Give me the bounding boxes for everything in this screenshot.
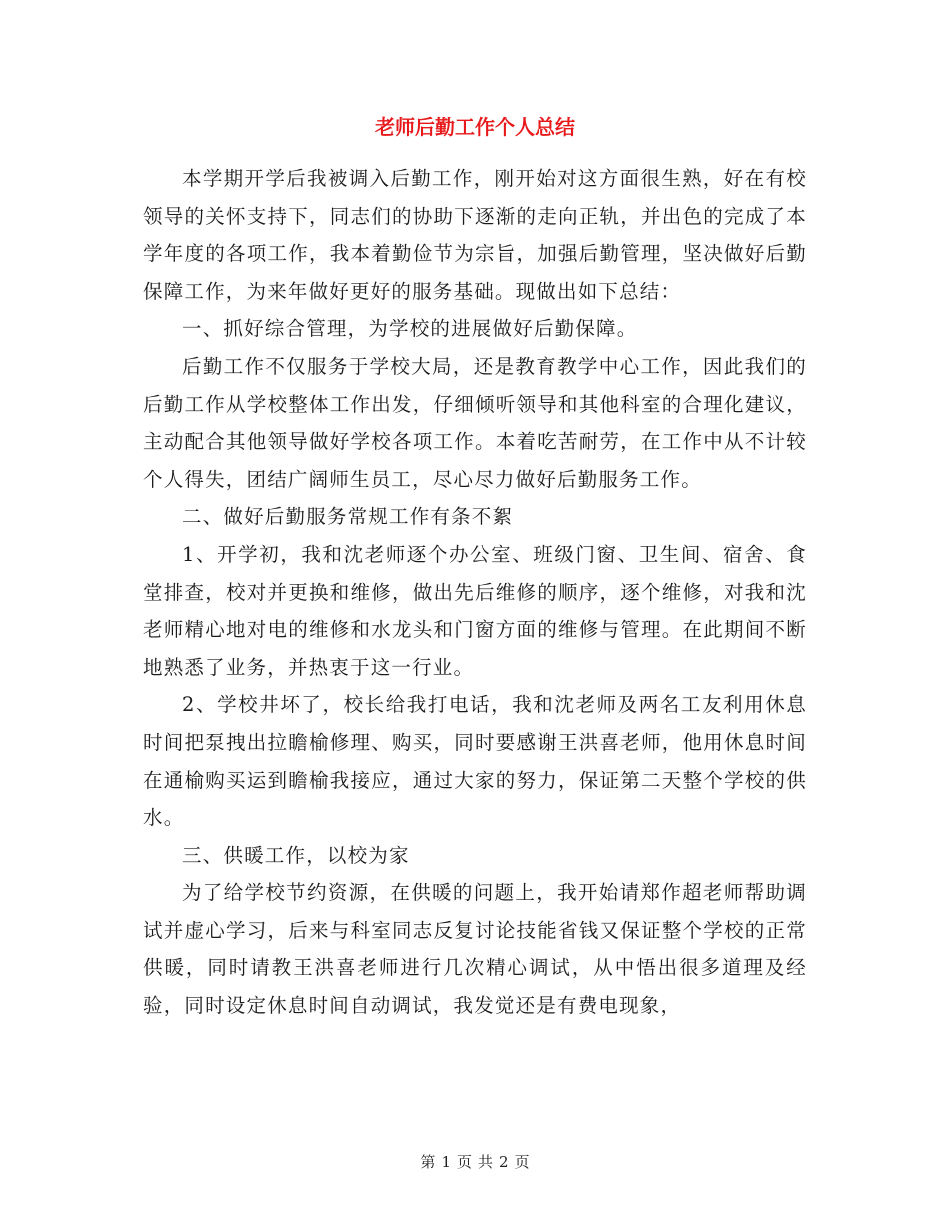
- section-heading-1: 一、抓好综合管理，为学校的进展做好后勤保障。: [182, 317, 638, 341]
- footer-total-unit: 页: [514, 1153, 530, 1171]
- section-heading-2: 二、做好后勤服务常规工作有条不絮: [182, 505, 514, 529]
- footer-page-label: 第: [420, 1153, 436, 1171]
- paragraph-intro: 本学期开学后我被调入后勤工作，刚开始对这方面很生熟，好在有校领导的关怀支持下，同志们的协助下逐渐的走向正轨，并出色的完成了本学年度的各项工作，我本着勤俭节为宗旨，加强后勤管理，坚决做好后勤保障工作，为来年做好更好的服务基础。现做出如下总结：: [143, 167, 807, 303]
- paragraph-item-2: 2、学校井坏了，校长给我打电话，我和沈老师及两名工友利用休息时间把泵拽出拉瞻榆修理、购买，同时要感谢王洪喜老师，他用休息时间在通榆购买运到瞻榆我接应，通过大家的努力，保证第二天整个学校的供水。: [143, 693, 807, 830]
- page-footer: [0, 1152, 950, 1172]
- footer-total-pages: 2: [499, 1153, 509, 1171]
- document-body: [143, 160, 807, 1025]
- paragraph-section-1: 后勤工作不仅服务于学校大局，还是教育教学中心工作，因此我们的后勤工作从学校整体工作出发，仔细倾听领导和其他科室的合理化建议，主动配合其他领导做好学校各项工作。本着吃苦耐劳，在工作中从不计较个人得失，团结广阔师生员工，尽心尽力做好后勤服务工作。: [143, 354, 807, 491]
- footer-total-label: 共: [478, 1153, 494, 1171]
- paragraph-section-3: 为了给学校节约资源，在供暖的问题上，我开始请郑作超老师帮助调试并虚心学习，后来与科室同志反复讨论技能省钱又保证整个学校的正常供暖，同时请教王洪喜老师进行几次精心调试，从中悟出很多道理及经验，同时设定休息时间自动调试，我发觉还是有费电现象，: [143, 881, 807, 1018]
- footer-page-number: 1: [441, 1153, 451, 1171]
- section-heading-3: 三、供暖工作，以校为家: [182, 843, 410, 867]
- document-title: 老师后勤工作个人总结: [375, 115, 575, 139]
- footer-page-unit: 页: [456, 1153, 472, 1171]
- paragraph-item-1: 1、开学初，我和沈老师逐个办公室、班级门窗、卫生间、宿舍、食堂排查，校对并更换和维修，做出先后维修的顺序，逐个维修，对我和沈老师精心地对电的维修和水龙头和门窗方面的维修与管理。在此期间不断地熟悉了业务，并热衷于这一行业。: [143, 542, 807, 679]
